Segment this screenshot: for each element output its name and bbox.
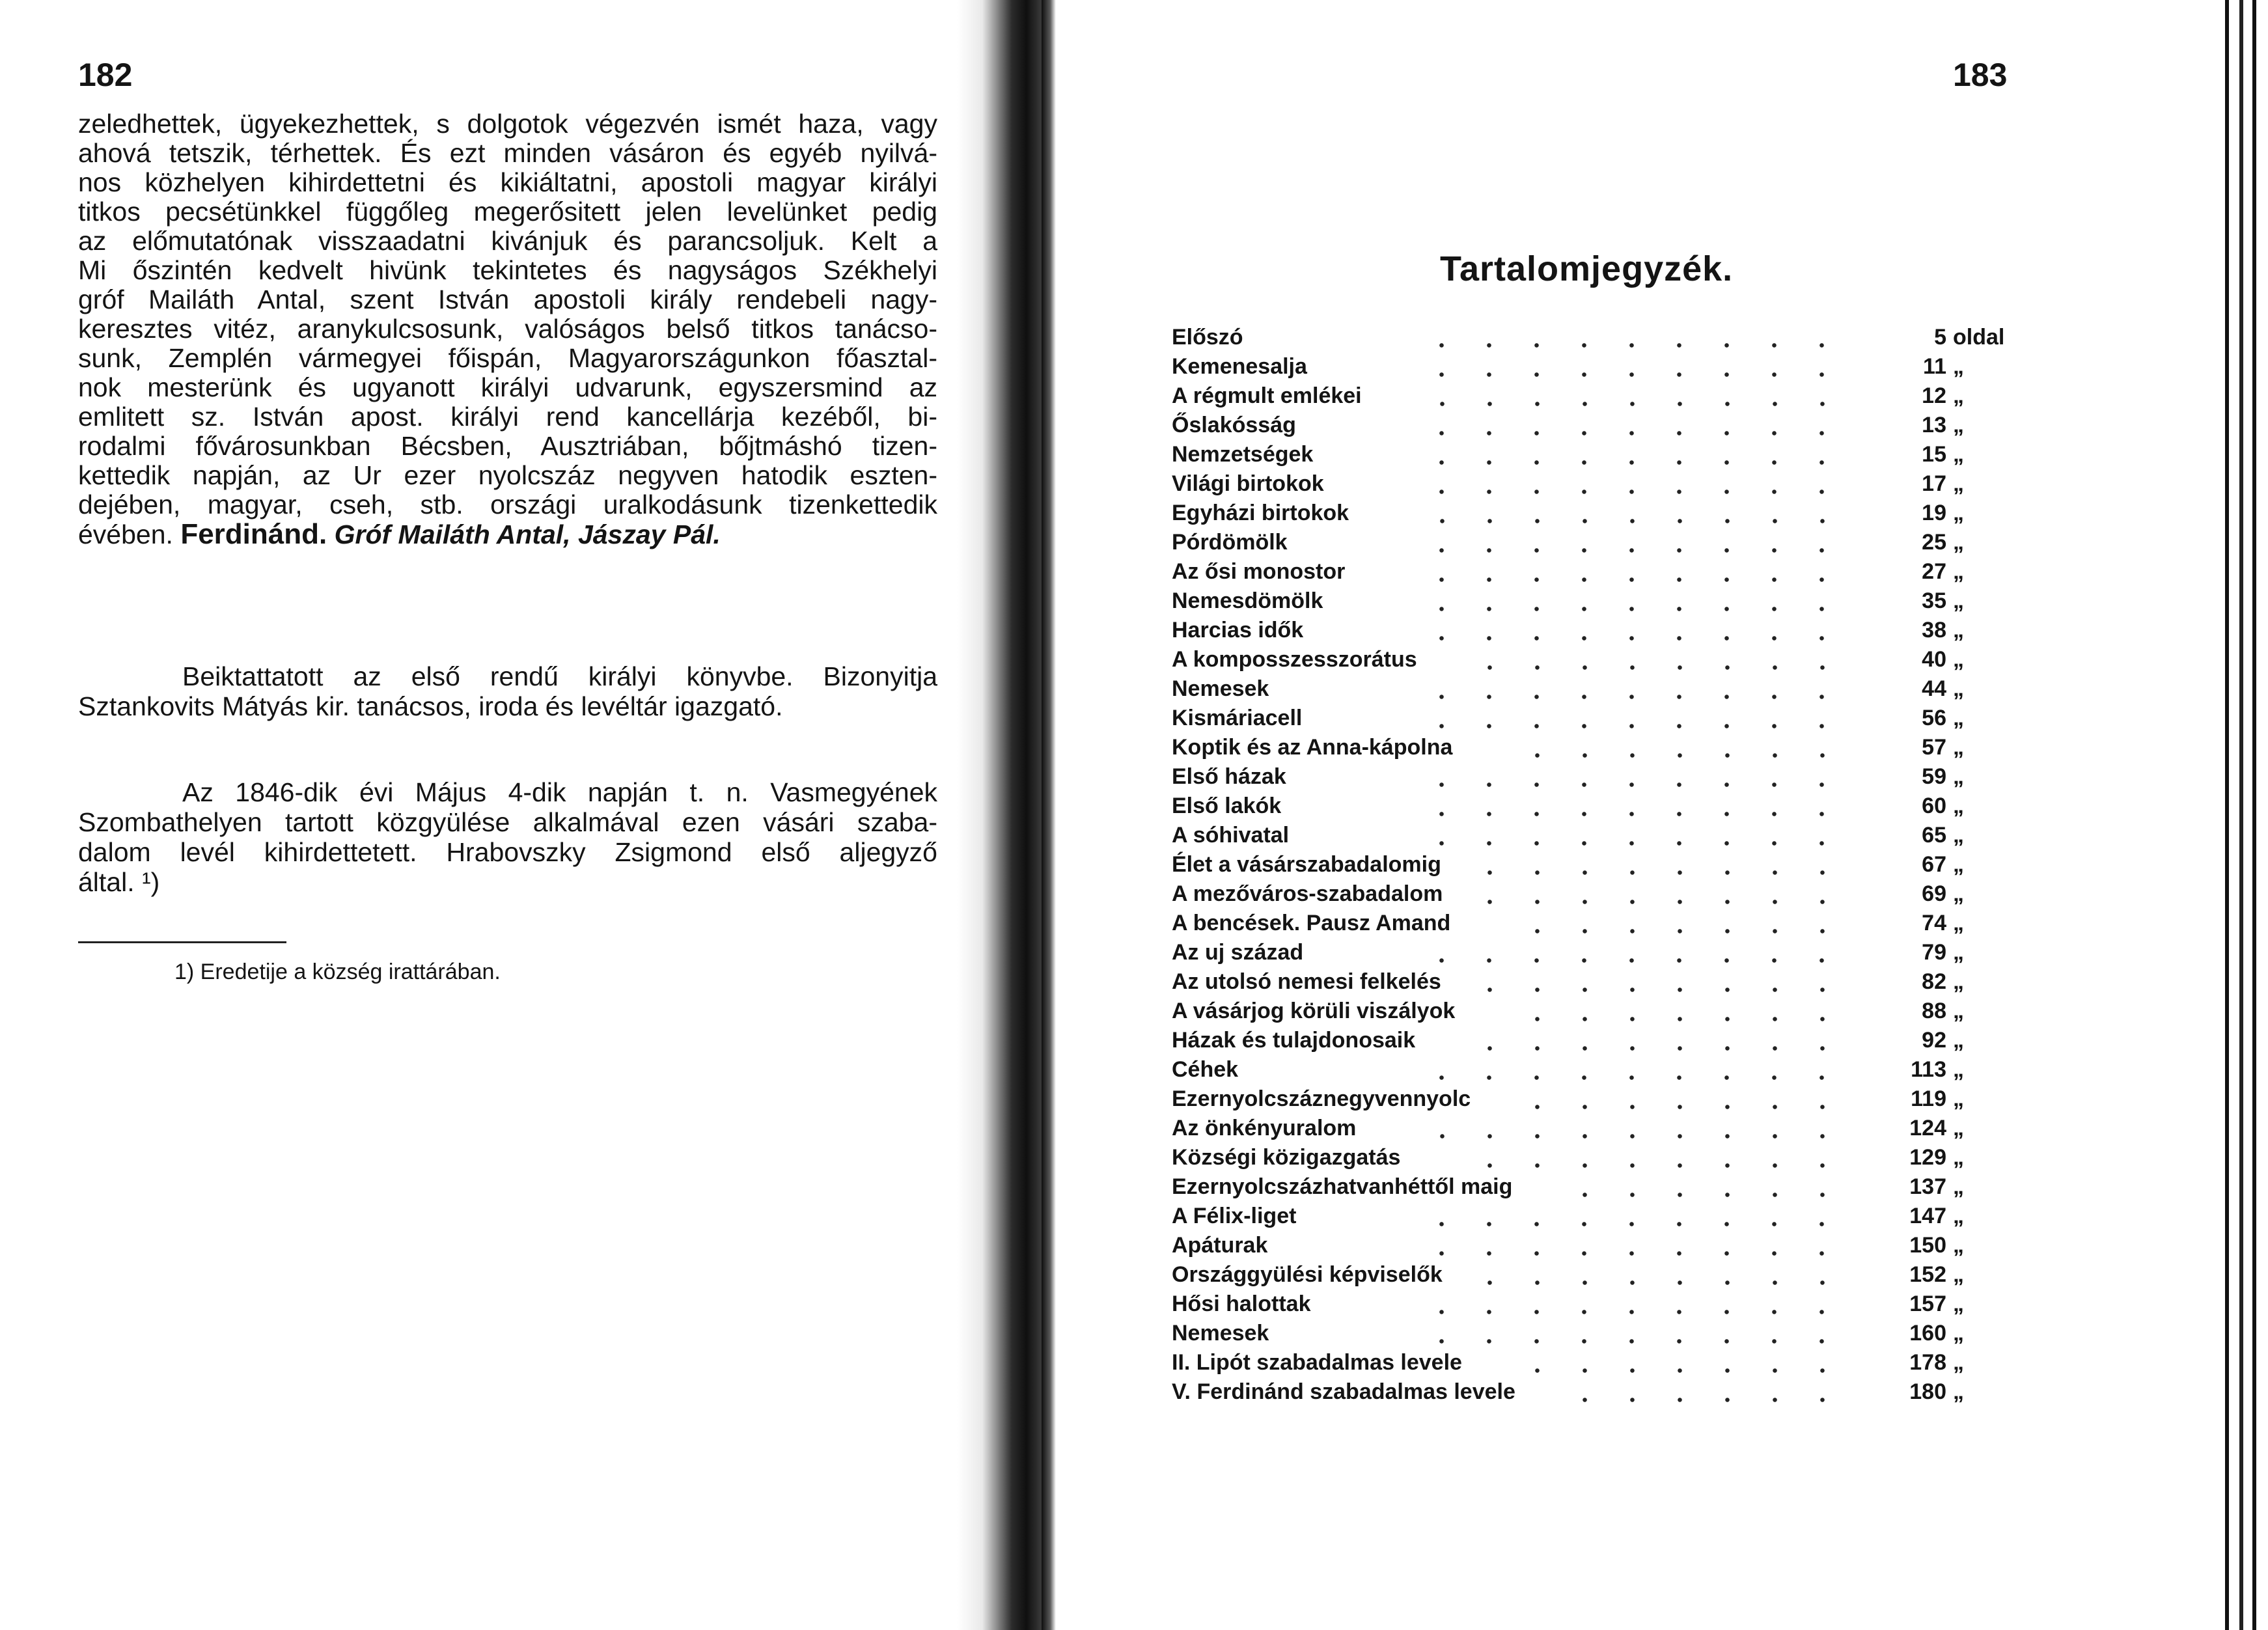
toc-entry-unit: „ — [1953, 1028, 1964, 1053]
toc-entry-title: Országgyülési képviselők — [1172, 1262, 1443, 1287]
toc-leader-dots — [1514, 733, 1862, 762]
toc-entry-page: 88 — [1922, 999, 1946, 1023]
toc-entry-page: 67 — [1922, 852, 1946, 877]
toc-entry — [1172, 762, 2012, 792]
body-line: Sztankovits Mátyás kir. tanácsos, iroda és levéltár igazgató. — [78, 691, 783, 721]
toc-entry-title: Harcias idők — [1172, 618, 1304, 642]
toc-leader-dots — [1466, 879, 1862, 909]
toc-entry — [1172, 704, 2012, 733]
toc-entry — [1172, 1260, 2012, 1290]
body-line: titkos pecsétünkkel függőleg megerősitett jelen levelünket pedig — [78, 197, 937, 227]
toc-entry-page: 124 — [1909, 1116, 1946, 1140]
toc-entry-unit: „ — [1953, 1321, 1964, 1346]
toc-entry-page: 27 — [1922, 559, 1946, 584]
toc-entry-title: Az uj század — [1172, 940, 1304, 965]
toc-entry-title: A bencések. Pausz Amand — [1172, 911, 1451, 935]
toc-entry-page: 82 — [1922, 969, 1946, 994]
toc-entry-page: 74 — [1922, 911, 1946, 935]
toc-leader-dots — [1561, 1377, 1862, 1407]
toc-entry — [1172, 323, 2012, 352]
toc-entry-page: 147 — [1909, 1204, 1946, 1228]
toc-entry-unit: „ — [1953, 676, 1964, 701]
toc-entry-title: Első házak — [1172, 764, 1286, 789]
toc-entry-page: 150 — [1909, 1233, 1946, 1258]
toc-entry — [1172, 821, 2012, 850]
toc-entry-page: 152 — [1909, 1262, 1946, 1287]
toc-entry-title: Világi birtokok — [1172, 471, 1324, 496]
toc-entry-unit: „ — [1953, 1086, 1964, 1111]
toc-entry — [1172, 1143, 2012, 1172]
toc-entry-page: 44 — [1922, 676, 1946, 701]
toc-entry-unit: „ — [1953, 559, 1964, 584]
signature-line — [78, 519, 937, 549]
signature-prefix: évében. — [78, 519, 173, 549]
toc-leader-dots — [1466, 1026, 1862, 1055]
toc-title: Tartalomjegyzék. — [1440, 249, 1734, 288]
toc-entry-title: II. Lipót szabadalmas levele — [1172, 1350, 1462, 1375]
toc-entry — [1172, 850, 2012, 879]
toc-entry-unit: „ — [1953, 1262, 1964, 1287]
toc-leader-dots — [1418, 440, 1862, 469]
toc-leader-dots — [1466, 1143, 1862, 1172]
body-line: Beiktattatott az első rendű királyi könyvbe. Bizonyitja — [182, 661, 937, 691]
toc-entry — [1172, 645, 2012, 674]
toc-entry-title: Az utolsó nemesi felkelés — [1172, 969, 1441, 994]
toc-entry-title: A komposszesszorátus — [1172, 647, 1417, 672]
toc-entry-page: 129 — [1909, 1145, 1946, 1170]
body-line: dejében, magyar, cseh, stb. országi uralkodásunk tizenkettedik — [78, 490, 937, 519]
toc-entry-unit: „ — [1953, 969, 1964, 994]
toc-leader-dots — [1418, 352, 1862, 381]
toc-entry-title: V. Ferdinánd szabadalmas levele — [1172, 1379, 1515, 1404]
body-line: által. ¹) — [78, 867, 160, 897]
toc-leader-dots — [1514, 1084, 1862, 1114]
toc-entry-unit: „ — [1953, 735, 1964, 760]
toc-entry-unit: „ — [1953, 764, 1964, 789]
toc-entry — [1172, 557, 2012, 587]
toc-leader-dots — [1418, 587, 1862, 616]
toc-entry-title: A mezőváros-szabadalom — [1172, 881, 1443, 906]
body-line: sunk, Zemplén vármegyei főispán, Magyarországunkon főasztal- — [78, 343, 937, 373]
toc-entry-title: Nemzetségek — [1172, 442, 1314, 467]
toc-entry — [1172, 499, 2012, 528]
toc-entry-title: A sóhivatal — [1172, 823, 1290, 848]
toc-entry-title: Nemesek — [1172, 1321, 1269, 1346]
toc-entry-unit: „ — [1953, 618, 1964, 642]
toc-leader-dots — [1418, 1319, 1862, 1348]
toc-entry-page: 79 — [1922, 940, 1946, 965]
toc-leader-dots — [1418, 528, 1862, 557]
toc-leader-dots — [1418, 557, 1862, 587]
toc-entry-unit: „ — [1953, 442, 1964, 467]
toc-entry — [1172, 352, 2012, 381]
toc-entry-page: 178 — [1909, 1350, 1946, 1375]
toc-leader-dots — [1418, 1231, 1862, 1260]
toc-entry — [1172, 1290, 2012, 1319]
toc-entry-unit: „ — [1953, 1233, 1964, 1258]
toc-entry-unit: „ — [1953, 1350, 1964, 1375]
footnote-divider — [78, 941, 286, 943]
toc-entry — [1172, 792, 2012, 821]
toc-entry-title: Őslakósság — [1172, 413, 1296, 437]
toc-leader-dots — [1466, 645, 1862, 674]
toc-entry — [1172, 440, 2012, 469]
toc-entry-unit: „ — [1953, 999, 1964, 1023]
body-line: emlitett sz. István apost. királyi rend kancellárja kezéből, bi- — [78, 402, 937, 432]
toc-entry-page: 157 — [1909, 1292, 1946, 1316]
toc-entry-unit: „ — [1953, 471, 1964, 496]
right-page-number: 183 — [1953, 57, 2008, 93]
signature-countersign: Gróf Mailáth Antal, Jászay Pál. — [334, 519, 721, 549]
toc-entry-title: Apáturak — [1172, 1233, 1268, 1258]
toc-entry-title: Községi közigazgatás — [1172, 1145, 1401, 1170]
toc-entry — [1172, 733, 2012, 762]
body-line: kettedik napján, az Ur ezer nyolcszáz negyven hatodik eszten- — [78, 460, 937, 490]
toc-entry-unit: „ — [1953, 647, 1964, 672]
page-edge-right — [2220, 0, 2268, 1630]
toc-entry-page: 11 — [1923, 354, 1946, 379]
toc-entry-page: 35 — [1922, 588, 1946, 613]
toc-entry-page: 113 — [1911, 1057, 1946, 1082]
toc-leader-dots — [1418, 1202, 1862, 1231]
body-line: zeledhettek, ügyekezhettek, s dolgotok végezvén ismét haza, vagy — [78, 109, 937, 139]
toc-entry — [1172, 469, 2012, 499]
toc-leader-dots — [1418, 792, 1862, 821]
toc-entry-unit: „ — [1953, 1204, 1964, 1228]
toc-leader-dots — [1418, 411, 1862, 440]
toc-entry-page: 5 — [1934, 325, 1946, 350]
toc-leader-dots — [1466, 1260, 1862, 1290]
toc-leader-dots — [1418, 1114, 1862, 1143]
toc-entry-page: 160 — [1909, 1321, 1946, 1346]
toc-entry — [1172, 1172, 2012, 1202]
toc-entry-title: Ezernyolcszázhatvanhéttől maig — [1172, 1174, 1513, 1199]
toc-entry-page: 12 — [1922, 383, 1946, 408]
toc-entry-title: Házak és tulajdonosaik — [1172, 1028, 1416, 1053]
toc-entry-page: 65 — [1922, 823, 1946, 848]
toc-entry-unit: „ — [1953, 1057, 1964, 1082]
toc-entry-page: 119 — [1911, 1086, 1946, 1111]
toc-leader-dots — [1418, 499, 1862, 528]
toc-entry-page: 19 — [1922, 501, 1946, 525]
toc-entry-title: Kismáriacell — [1172, 706, 1303, 730]
body-line: nok mesterünk és ugyanott királyi udvarunk, egyszersmind az — [78, 372, 937, 402]
toc-entry — [1172, 997, 2012, 1026]
toc-entry-title: A régmult emlékei — [1172, 383, 1362, 408]
registration-paragraph — [78, 661, 937, 721]
body-line: Szombathelyen tartott közgyülése alkalmával ezen vásári szaba- — [78, 807, 937, 837]
toc-leader-dots — [1466, 967, 1862, 997]
toc-entry-unit: oldal — [1953, 325, 2005, 350]
toc-entry — [1172, 967, 2012, 997]
toc-entry-title: Céhek — [1172, 1057, 1239, 1082]
toc-leader-dots — [1466, 850, 1862, 879]
toc-entry-unit: „ — [1953, 413, 1964, 437]
toc-leader-dots — [1561, 1172, 1862, 1202]
toc-entry-page: 56 — [1922, 706, 1946, 730]
toc-entry-title: Előszó — [1172, 325, 1243, 350]
toc-entry-unit: „ — [1953, 530, 1964, 555]
toc-entry — [1172, 1202, 2012, 1231]
toc-entry-unit: „ — [1953, 1292, 1964, 1316]
toc-entry-title: Élet a vásárszabadalomig — [1172, 852, 1441, 877]
book-gutter-right — [1042, 0, 1056, 1630]
toc-leader-dots — [1418, 821, 1862, 850]
toc-entry-title: Pórdömölk — [1172, 530, 1288, 555]
toc-entry — [1172, 1055, 2012, 1084]
toc-entry-title: Az önkényuralom — [1172, 1116, 1357, 1140]
toc-entry — [1172, 1026, 2012, 1055]
body-line: keresztes vitéz, aranykulcsosunk, valóságos belső titkos tanácso- — [78, 314, 937, 344]
toc-entry-page: 57 — [1922, 735, 1946, 760]
toc-entry-unit: „ — [1953, 794, 1964, 818]
toc-entry-page: 69 — [1922, 881, 1946, 906]
toc-entry-page: 40 — [1922, 647, 1946, 672]
toc-entry-title: Az ősi monostor — [1172, 559, 1346, 584]
toc-leader-dots — [1418, 938, 1862, 967]
toc-entry — [1172, 674, 2012, 704]
toc-entry-unit: „ — [1953, 1379, 1964, 1404]
toc-entry-title: Egyházi birtokok — [1172, 501, 1349, 525]
toc-entry-unit: „ — [1953, 852, 1964, 877]
toc-leader-dots — [1418, 1055, 1862, 1084]
footnote: 1) Eredetije a község irattárában. — [174, 960, 501, 984]
signature-name: Ferdinánd. — [180, 518, 327, 550]
toc-entry-title: Hősi halottak — [1172, 1292, 1311, 1316]
toc-entry-unit: „ — [1953, 706, 1964, 730]
toc-leader-dots — [1418, 1290, 1862, 1319]
toc-entry-unit: „ — [1953, 501, 1964, 525]
toc-entry — [1172, 381, 2012, 411]
toc-entry — [1172, 1231, 2012, 1260]
toc-entry-page: 59 — [1922, 764, 1946, 789]
toc-entry-page: 15 — [1922, 442, 1946, 467]
body-line: Az 1846-dik évi Május 4-dik napján t. n. Vasmegyének — [182, 777, 937, 807]
toc-entry-page: 13 — [1922, 413, 1946, 437]
toc-entry-page: 180 — [1909, 1379, 1946, 1404]
book-gutter-left — [957, 0, 1042, 1630]
toc-leader-dots — [1418, 674, 1862, 704]
toc-leader-dots — [1514, 997, 1862, 1026]
toc-entry — [1172, 587, 2012, 616]
toc-entry-unit: „ — [1953, 940, 1964, 965]
publication-paragraph — [78, 777, 937, 897]
body-line: gróf Mailáth Antal, szent István apostoli király rendebeli nagy- — [78, 284, 937, 314]
toc-entry-title: Ezernyolcszáznegyvennyolc — [1172, 1086, 1471, 1111]
toc-entry-unit: „ — [1953, 1116, 1964, 1140]
toc-entry — [1172, 528, 2012, 557]
toc-leader-dots — [1418, 762, 1862, 792]
toc-entry — [1172, 1084, 2012, 1114]
toc-entry-page: 25 — [1922, 530, 1946, 555]
toc-entry — [1172, 616, 2012, 645]
toc-entry-title: Koptik és az Anna-kápolna — [1172, 735, 1453, 760]
toc-entry-title: Nemesdömölk — [1172, 588, 1323, 613]
toc-entry-title: Első lakók — [1172, 794, 1282, 818]
toc-entry — [1172, 1377, 2012, 1407]
toc-entry-unit: „ — [1953, 823, 1964, 848]
toc-entry-unit: „ — [1953, 881, 1964, 906]
body-line: nos közhelyen kihirdettetni és kikiáltatni, apostoli magyar királyi — [78, 167, 937, 197]
toc-entry-page: 38 — [1922, 618, 1946, 642]
toc-entry — [1172, 1348, 2012, 1377]
toc-entry-unit: „ — [1953, 383, 1964, 408]
toc-leader-dots — [1418, 323, 1862, 352]
body-line: az előmutatónak visszaadatni kivánjuk és parancsoljuk. Kelt a — [78, 226, 937, 256]
toc-leader-dots — [1514, 909, 1862, 938]
toc-entry-unit: „ — [1953, 588, 1964, 613]
toc-entry-title: A vásárjog körüli viszályok — [1172, 999, 1456, 1023]
toc-leader-dots — [1418, 704, 1862, 733]
toc-entry-page: 92 — [1922, 1028, 1946, 1053]
toc-entry — [1172, 411, 2012, 440]
toc-entry — [1172, 938, 2012, 967]
toc-entry — [1172, 879, 2012, 909]
toc-leader-dots — [1418, 616, 1862, 645]
toc-entry-title: Kemenesalja — [1172, 354, 1307, 379]
table-of-contents — [1172, 323, 2012, 1407]
body-line: ahová tetszik, térhettek. És ezt minden vásáron és egyéb nyilvá- — [78, 138, 937, 168]
body-line: rodalmi fővárosunkban Bécsben, Ausztriában, bőjtmáshó tizen- — [78, 431, 937, 461]
body-line: dalom levél kihirdettetett. Hrabovszky Zsigmond első aljegyző — [78, 837, 937, 867]
toc-entry — [1172, 1114, 2012, 1143]
toc-leader-dots — [1418, 381, 1862, 411]
toc-entry — [1172, 909, 2012, 938]
toc-entry-unit: „ — [1953, 1145, 1964, 1170]
toc-leader-dots — [1514, 1348, 1862, 1377]
toc-entry-page: 60 — [1922, 794, 1946, 818]
toc-leader-dots — [1418, 469, 1862, 499]
toc-entry-unit: „ — [1953, 354, 1964, 379]
toc-entry-title: Nemesek — [1172, 676, 1269, 701]
body-line: Mi őszintén kedvelt hivünk tekintetes és nagyságos Székhelyi — [78, 255, 937, 285]
left-page-number: 182 — [78, 57, 133, 93]
toc-entry-unit: „ — [1953, 1174, 1964, 1199]
toc-entry-unit: „ — [1953, 911, 1964, 935]
left-page-body — [78, 109, 937, 549]
toc-entry-title: A Félix-liget — [1172, 1204, 1297, 1228]
toc-entry — [1172, 1319, 2012, 1348]
toc-entry-page: 137 — [1909, 1174, 1946, 1199]
toc-entry-page: 17 — [1922, 471, 1946, 496]
